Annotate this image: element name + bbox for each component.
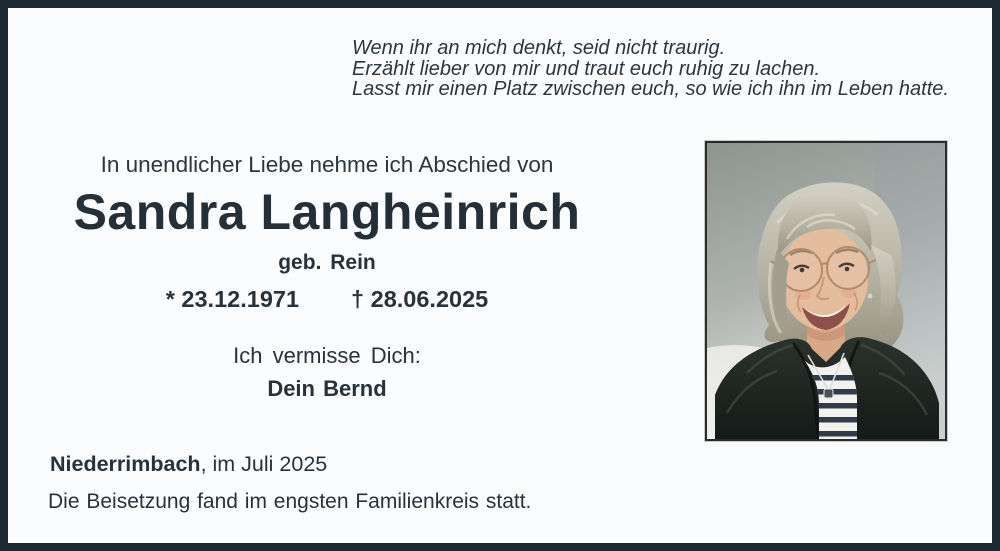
- verse-line-2: Erzählt lieber von mir und traut euch ruhig zu lachen.: [352, 57, 821, 80]
- verse-line-3: Lasst mir einen Platz zwischen euch, so wie ich ihn im Leben hatte.: [352, 78, 949, 100]
- deceased-name: Sandra Langheinrich: [73, 184, 581, 240]
- birth-date: * 23.12.1971: [165, 286, 300, 312]
- death-date: † 28.06.2025: [351, 286, 489, 312]
- life-dates: [30, 288, 624, 312]
- farewell-line: Ich vermisse Dich:: [233, 343, 421, 368]
- funeral-note: Die Beisetzung fand im engsten Familienkreis statt.: [48, 490, 532, 513]
- place-date-line: [50, 454, 327, 476]
- portrait-illustration: [707, 143, 945, 439]
- mourner-name: Dein Bernd: [267, 376, 387, 401]
- maiden-name: geb. Rein: [278, 251, 376, 274]
- place-name: Niederrimbach: [50, 452, 201, 476]
- portrait-photo: [705, 141, 947, 441]
- place-date-suffix: , im Juli 2025: [200, 452, 328, 476]
- verse-line-1: Wenn ihr an mich denkt, seid nicht traurig.: [352, 37, 726, 59]
- intro-line: In unendlicher Liebe nehme ich Abschied von: [100, 152, 554, 177]
